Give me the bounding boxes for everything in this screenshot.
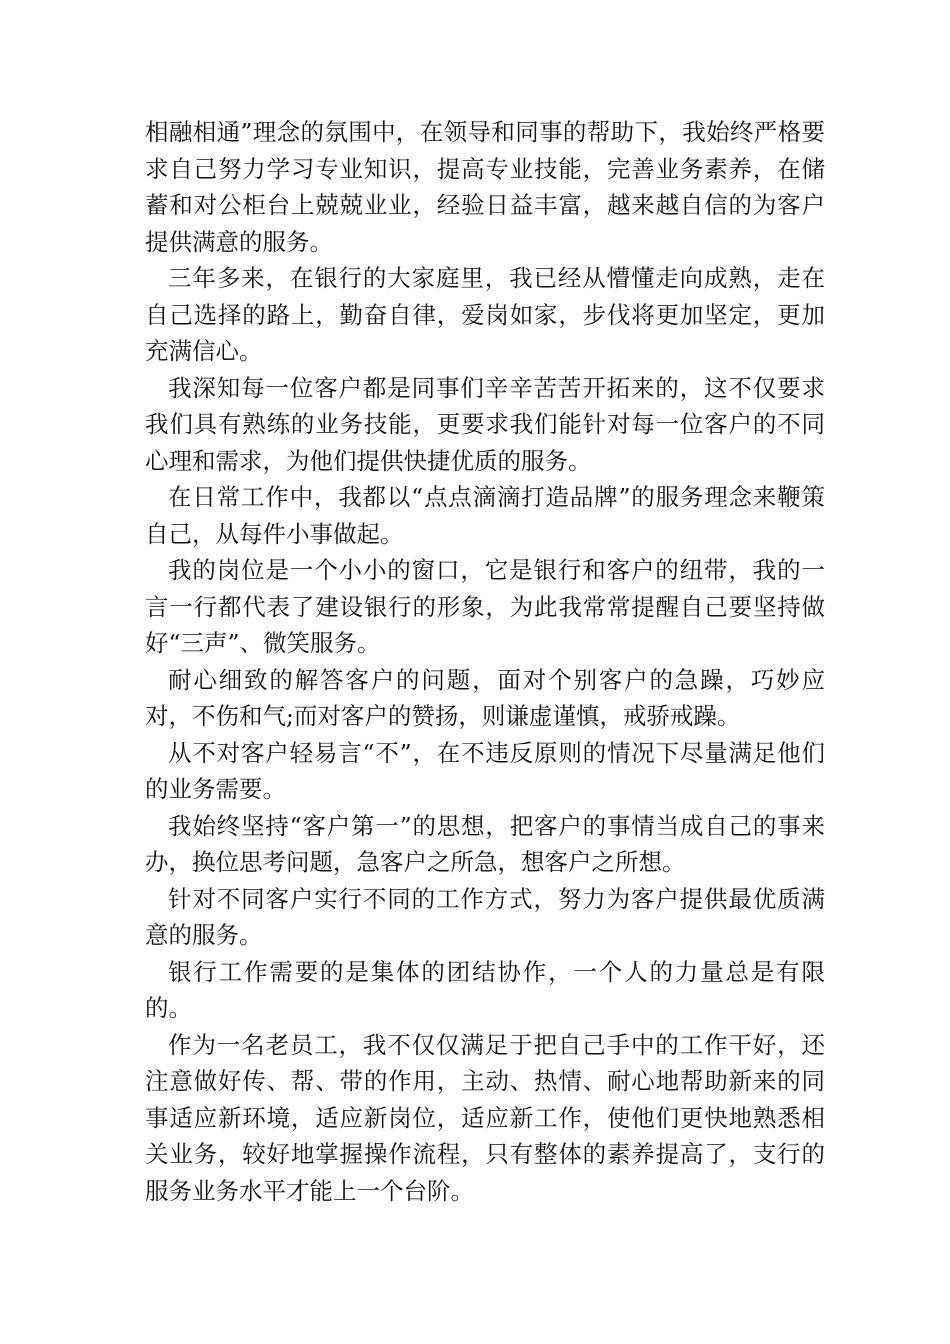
- paragraph-6: 耐心细致的解答客户的问题，面对个别客户的急躁，巧妙应对，不伤和气;而对客户的赞扬，则谦虚谨慎，戒骄戒躁。: [145, 665, 825, 730]
- document-body: [145, 114, 825, 1209]
- paragraph-10: 银行工作需要的是集体的团结协作，一个人的力量总是有限的。: [145, 957, 825, 1022]
- paragraph-9: 针对不同客户实行不同的工作方式，努力为客户提供最优质满意的服务。: [145, 884, 825, 949]
- paragraph-4: 在日常工作中，我都以“点点滴滴打造品牌”的服务理念来鞭策自己，从每件小事做起。: [145, 483, 825, 548]
- paragraph-5: 我的岗位是一个小小的窗口，它是银行和客户的纽带，我的一言一行都代表了建设银行的形象，为此我常常提醒自己要坚持做好“三声”、微笑服务。: [145, 556, 825, 657]
- paragraph-2: 三年多来，在银行的大家庭里，我已经从懵懂走向成熟，走在自己选择的路上，勤奋自律，爱岗如家，步伐将更加坚定，更加充满信心。: [145, 264, 825, 365]
- paragraph-1: 相融相通”理念的氛围中，在领导和同事的帮助下，我始终严格要求自己努力学习专业知识，提高专业技能，完善业务素养，在储蓄和对公柜台上兢兢业业，经验日益丰富，越来越自信的为客户提供满意的服务。: [145, 118, 825, 256]
- paragraph-7: 从不对客户轻易言“不”，在不违反原则的情况下尽量满足他们的业务需要。: [145, 738, 825, 803]
- paragraph-3: 我深知每一位客户都是同事们辛辛苦苦开拓来的，这不仅要求我们具有熟练的业务技能，更要求我们能针对每一位客户的不同心理和需求，为他们提供快捷优质的服务。: [145, 373, 825, 475]
- paragraph-11: 作为一名老员工，我不仅仅满足于把自己手中的工作干好，还注意做好传、帮、带的作用，主动、热情、耐心地帮助新来的同事适应新环境，适应新岗位，适应新工作，使他们更快地熟悉相关业务，较好地掌握操作流程，只有整体的素养提高了，支行的服务业务水平才能上一个台阶。: [145, 1030, 825, 1205]
- paragraph-8: 我始终坚持“客户第一”的思想，把客户的事情当成自己的事来办，换位思考问题，急客户之所急，想客户之所想。: [145, 811, 825, 876]
